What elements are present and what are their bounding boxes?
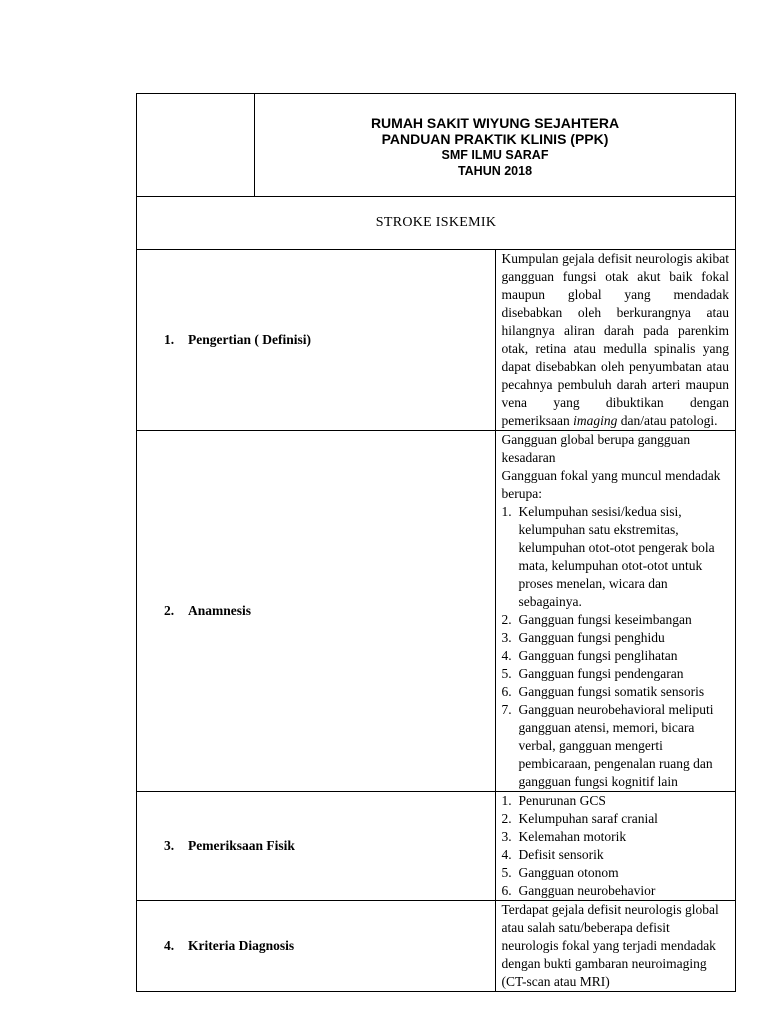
list-item: 1. Kelumpuhan sesisi/kedua sisi, kelumpuhan satu ekstremitas, kelumpuhan otot-otot pengerak bola mata, kelumpuhan otot-otot untuk proses menelan, wicara dan sebagainya. (501, 504, 715, 609)
section-number: 1. (164, 332, 175, 347)
list-item: 5. Gangguan fungsi pendengaran (501, 666, 684, 681)
section-label-text: Pemeriksaan Fisik (188, 838, 295, 853)
hospital-name: RUMAH SAKIT WIYUNG SEJAHTERA (370, 115, 620, 131)
section-label (137, 431, 496, 792)
list-item: 2. Kelumpuhan saraf cranial (501, 811, 658, 826)
definition-text: Kumpulan gejala defisit neurologis akibat gangguan fungsi otak akut baik fokal maupun global yang mendadak disebabkan oleh berkurangnya atau hilangnya aliran darah pada parenkim otak, retina atau medulla spinalis yang dapat disebabkan oleh penyumbatan atau pecahnya pembuluh darah arteri maupun vena yang dibuktikan dengan pemeriksaan (501, 251, 729, 428)
section-label-text: Anamnesis (188, 603, 252, 618)
section-label (137, 792, 496, 901)
header-row (137, 94, 736, 197)
logo-cell (137, 94, 255, 197)
page-title: STROKE ISKEMIK (137, 197, 736, 250)
department: SMF ILMU SARAF (441, 148, 549, 162)
list-item: 2. Gangguan fungsi keseimbangan (501, 612, 692, 627)
section-label-text: Pengertian ( Definisi) (188, 332, 311, 347)
section-label (137, 250, 496, 431)
title-row (137, 197, 736, 250)
definition-end: dan/atau patologi. (620, 413, 718, 428)
fisik-list (502, 792, 730, 900)
section-label-text: Kriteria Diagnosis (188, 938, 295, 953)
definition-italic: imaging (573, 413, 618, 428)
section-anamnesis (137, 431, 736, 792)
list-item: 4. Defisit sensorik (501, 847, 604, 862)
section-content (495, 792, 736, 901)
section-content (495, 250, 736, 431)
list-item: 6. Gangguan neurobehavior (501, 883, 656, 898)
guide-title: PANDUAN PRAKTIK KLINIS (PPK) (381, 131, 609, 147)
criteria-text: Terdapat gejala defisit neurologis global atau salah satu/beberapa defisit neurologis fokal yang terjadi mendadak dengan bukti gambaran neuroimaging (CT-scan atau MRI) (501, 902, 719, 989)
section-content (495, 901, 736, 992)
section-pemeriksaan-fisik (137, 792, 736, 901)
list-item: 5. Gangguan otonom (501, 865, 619, 880)
section-content (495, 431, 736, 792)
section-pengertian (137, 250, 736, 431)
year: TAHUN 2018 (457, 164, 533, 178)
document-header (255, 94, 736, 197)
list-item: 4. Gangguan fungsi penglihatan (501, 648, 678, 663)
section-kriteria-diagnosis (137, 901, 736, 992)
section-number: 3. (164, 838, 175, 853)
anamnesis-intro-2: Gangguan fokal yang muncul mendadak berupa: (501, 468, 721, 501)
section-number: 2. (164, 603, 175, 618)
list-item: 7. Gangguan neurobehavioral meliputi gangguan atensi, memori, bicara verbal, gangguan mengerti pembicaraan, pengenalan ruang dan gangguan fungsi kognitif lain (501, 702, 714, 789)
anamnesis-intro-1: Gangguan global berupa gangguan kesadaran (501, 432, 691, 465)
ppk-table (136, 93, 736, 992)
section-number: 4. (164, 938, 175, 953)
anamnesis-list (502, 503, 730, 791)
section-label (137, 901, 496, 992)
list-item: 6. Gangguan fungsi somatik sensoris (501, 684, 705, 699)
list-item: 1. Penurunan GCS (501, 793, 606, 808)
list-item: 3. Kelemahan motorik (501, 829, 627, 844)
list-item: 3. Gangguan fungsi penghidu (501, 630, 665, 645)
